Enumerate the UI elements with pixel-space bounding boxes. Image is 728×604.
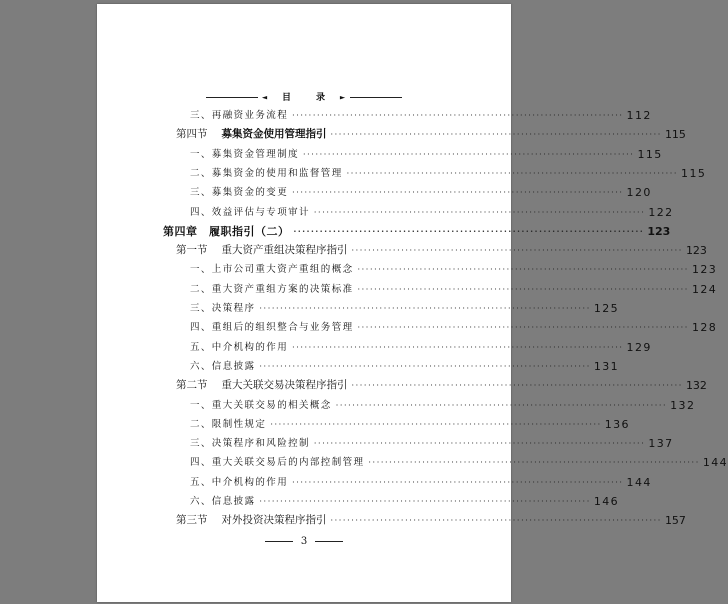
toc-entry-title: 一、募集资金管理制度 — [190, 148, 300, 160]
toc-leader-dots: ················································································ — [357, 323, 689, 333]
toc-entry-item — [190, 145, 663, 164]
toc-page-number: 123 — [647, 224, 671, 238]
header-title-right: 录 — [315, 93, 326, 103]
toc-section-number: 第三节 — [176, 514, 208, 527]
toc-entry-label — [190, 434, 310, 453]
footer-rule-right — [315, 541, 343, 542]
toc-entry-section — [176, 125, 686, 144]
toc-page-number: 123 — [685, 244, 707, 258]
toc-entry-title: 四、效益评估与专项审计 — [190, 206, 310, 218]
toc-page-number: 146 — [593, 495, 620, 508]
toc-entry-label — [190, 106, 288, 125]
toc-entry-title: 三、决策程序 — [190, 303, 256, 314]
toc-leader-dots: ················································································ — [259, 361, 591, 371]
toc-entry-title: 二、募集资金的使用和监督管理 — [190, 167, 343, 179]
toc-entry-label — [190, 183, 288, 202]
toc-entry-label — [190, 318, 354, 337]
toc-page-number: 157 — [664, 514, 686, 528]
toc-entry-title: 一、上市公司重大资产重组的概念 — [190, 264, 354, 276]
toc-entry-label — [163, 222, 290, 241]
toc-section-number: 第二节 — [176, 379, 208, 392]
toc-entry-item — [190, 415, 630, 434]
toc-entry-title: 二、重大资产重组方案的决策标准 — [190, 283, 354, 295]
toc-entry-item — [190, 318, 718, 337]
toc-entry-title: 六、信息披露 — [190, 360, 256, 372]
toc-page-number: 136 — [604, 417, 630, 431]
toc-entry-label — [190, 299, 255, 318]
toc-leader-dots: ················································································ — [357, 265, 689, 275]
toc-entry-item — [190, 434, 674, 453]
toc-page-number: 128 — [691, 321, 718, 335]
toc-entry-title: 重大资产重组决策程序指引 — [221, 244, 348, 257]
toc-leader-dots: ················································································ — [330, 516, 662, 526]
page-footer — [97, 536, 511, 547]
toc-entry-chapter — [163, 222, 671, 241]
toc-entry-item — [190, 453, 728, 472]
toc-entry-item — [190, 338, 652, 357]
toc-page-number: 122 — [648, 205, 674, 219]
toc-page-number: 123 — [691, 263, 718, 277]
header-rule-right — [350, 97, 402, 98]
toc-section-number: 第四节 — [176, 128, 208, 141]
toc-leader-dots: ················································································ — [346, 168, 679, 178]
toc-entry-label — [190, 415, 266, 434]
toc-leader-dots: ················································································ — [259, 497, 591, 506]
toc-entry-title: 三、募集资金的变更 — [190, 187, 289, 199]
toc-entry-label — [190, 396, 332, 415]
toc-entry-label — [190, 453, 364, 472]
toc-entry-title: 六、信息披露 — [190, 496, 256, 507]
toc-entry-label — [190, 203, 310, 222]
toc-leader-dots: ················································································ — [335, 400, 668, 410]
toc-page-number: 144 — [702, 456, 728, 470]
toc-page-number: 112 — [626, 109, 652, 122]
toc-page-number: 129 — [626, 340, 652, 354]
toc-entry-title: 三、决策程序和风险控制 — [190, 438, 310, 450]
toc-entry-item — [190, 299, 620, 318]
toc-leader-dots: ················································································ — [292, 342, 624, 352]
document-page — [97, 4, 728, 602]
toc-entry-item — [190, 357, 620, 376]
page-number: 3 — [300, 536, 308, 547]
toc-entry-section — [176, 376, 707, 395]
toc-entry-item — [190, 183, 652, 202]
toc-entry-title: 四、重大关联交易后的内部控制管理 — [190, 457, 365, 469]
toc-entry-item — [190, 164, 707, 183]
toc-entry-label — [190, 473, 288, 492]
toc-entry-label — [176, 511, 327, 530]
header-arrow-right-icon: ► — [339, 93, 347, 102]
toc-entry-label — [176, 376, 348, 395]
toc-entry-label — [190, 357, 255, 376]
header-rule-left — [206, 97, 258, 98]
page-header — [97, 90, 511, 103]
toc-leader-dots: ················································································ — [368, 458, 700, 468]
toc-entry-item — [190, 492, 620, 511]
toc-page-number: 120 — [626, 186, 652, 200]
toc-entry-item — [190, 203, 674, 222]
toc-page-number: 131 — [593, 359, 620, 373]
toc-leader-dots: ················································································ — [351, 246, 683, 256]
toc-page-number: 115 — [637, 147, 663, 161]
toc-leader-dots: ················································································ — [292, 188, 624, 198]
toc-leader-dots: ················································································ — [313, 207, 646, 217]
toc-page-number: 137 — [648, 437, 674, 451]
toc-page-number: 115 — [664, 128, 686, 142]
toc-entry-label — [190, 145, 299, 164]
toc-entry-label — [190, 492, 255, 511]
toc-entry-section — [176, 511, 686, 530]
toc-entry-label — [176, 125, 327, 144]
toc-entry-title: 五、中介机构的作用 — [190, 341, 289, 353]
toc-leader-dots: ················································································ — [270, 419, 602, 429]
toc-leader-dots: ················································································ — [330, 130, 662, 140]
toc-entry-label — [190, 260, 354, 279]
toc-page-number: 125 — [593, 302, 620, 315]
toc-entry-label — [190, 164, 343, 183]
toc-entry-title: 五、中介机构的作用 — [190, 476, 289, 488]
toc-leader-dots: ················································································ — [351, 381, 683, 391]
toc-entry-title: 对外投资决策程序指引 — [221, 514, 327, 527]
toc-leader-dots: ················································································ — [292, 477, 624, 487]
header-arrow-left-icon: ◄ — [261, 93, 269, 102]
toc-entry-title: 四、重组后的组织整合与业务管理 — [190, 322, 354, 334]
toc-leader-dots: ················································································ — [313, 439, 646, 449]
toc-entry-item — [190, 396, 696, 415]
toc-entry-title: 重大关联交易决策程序指引 — [221, 379, 348, 392]
toc-entry-label — [190, 338, 288, 357]
toc-leader-dots: ················································································ — [357, 284, 689, 294]
toc-entry-item — [190, 106, 652, 125]
toc-leader-dots: ················································································ — [303, 149, 635, 159]
toc-entry-label — [190, 280, 354, 299]
toc-page-number: 124 — [691, 282, 718, 296]
toc-entry-item — [190, 280, 718, 299]
toc-page-number: 132 — [670, 398, 696, 412]
toc-entry-label — [176, 241, 348, 260]
toc-entry-title: 三、再融资业务流程 — [190, 110, 289, 121]
toc-page-number: 132 — [685, 379, 707, 393]
toc-entry-title: 二、限制性规定 — [190, 418, 267, 430]
toc-leader-dots: ················································································ — [259, 304, 591, 313]
toc-entry-section — [176, 241, 707, 260]
footer-rule-left — [265, 541, 293, 542]
toc-entry-item — [190, 473, 652, 492]
header-title-left: 目 — [282, 93, 293, 103]
toc-entry-title: 一、重大关联交易的相关概念 — [190, 399, 332, 411]
toc-entry-title: 第四章 履职指引（二） — [163, 224, 290, 238]
toc-page-number: 115 — [681, 166, 707, 180]
toc-page-number: 144 — [626, 475, 652, 489]
toc-leader-dots: ················································································ — [292, 111, 624, 120]
toc-section-number: 第一节 — [176, 244, 208, 257]
toc-entry-title: 募集资金使用管理指引 — [221, 128, 327, 141]
toc-entry-item — [190, 260, 718, 279]
toc-leader-dots: ················································································ — [293, 225, 645, 236]
